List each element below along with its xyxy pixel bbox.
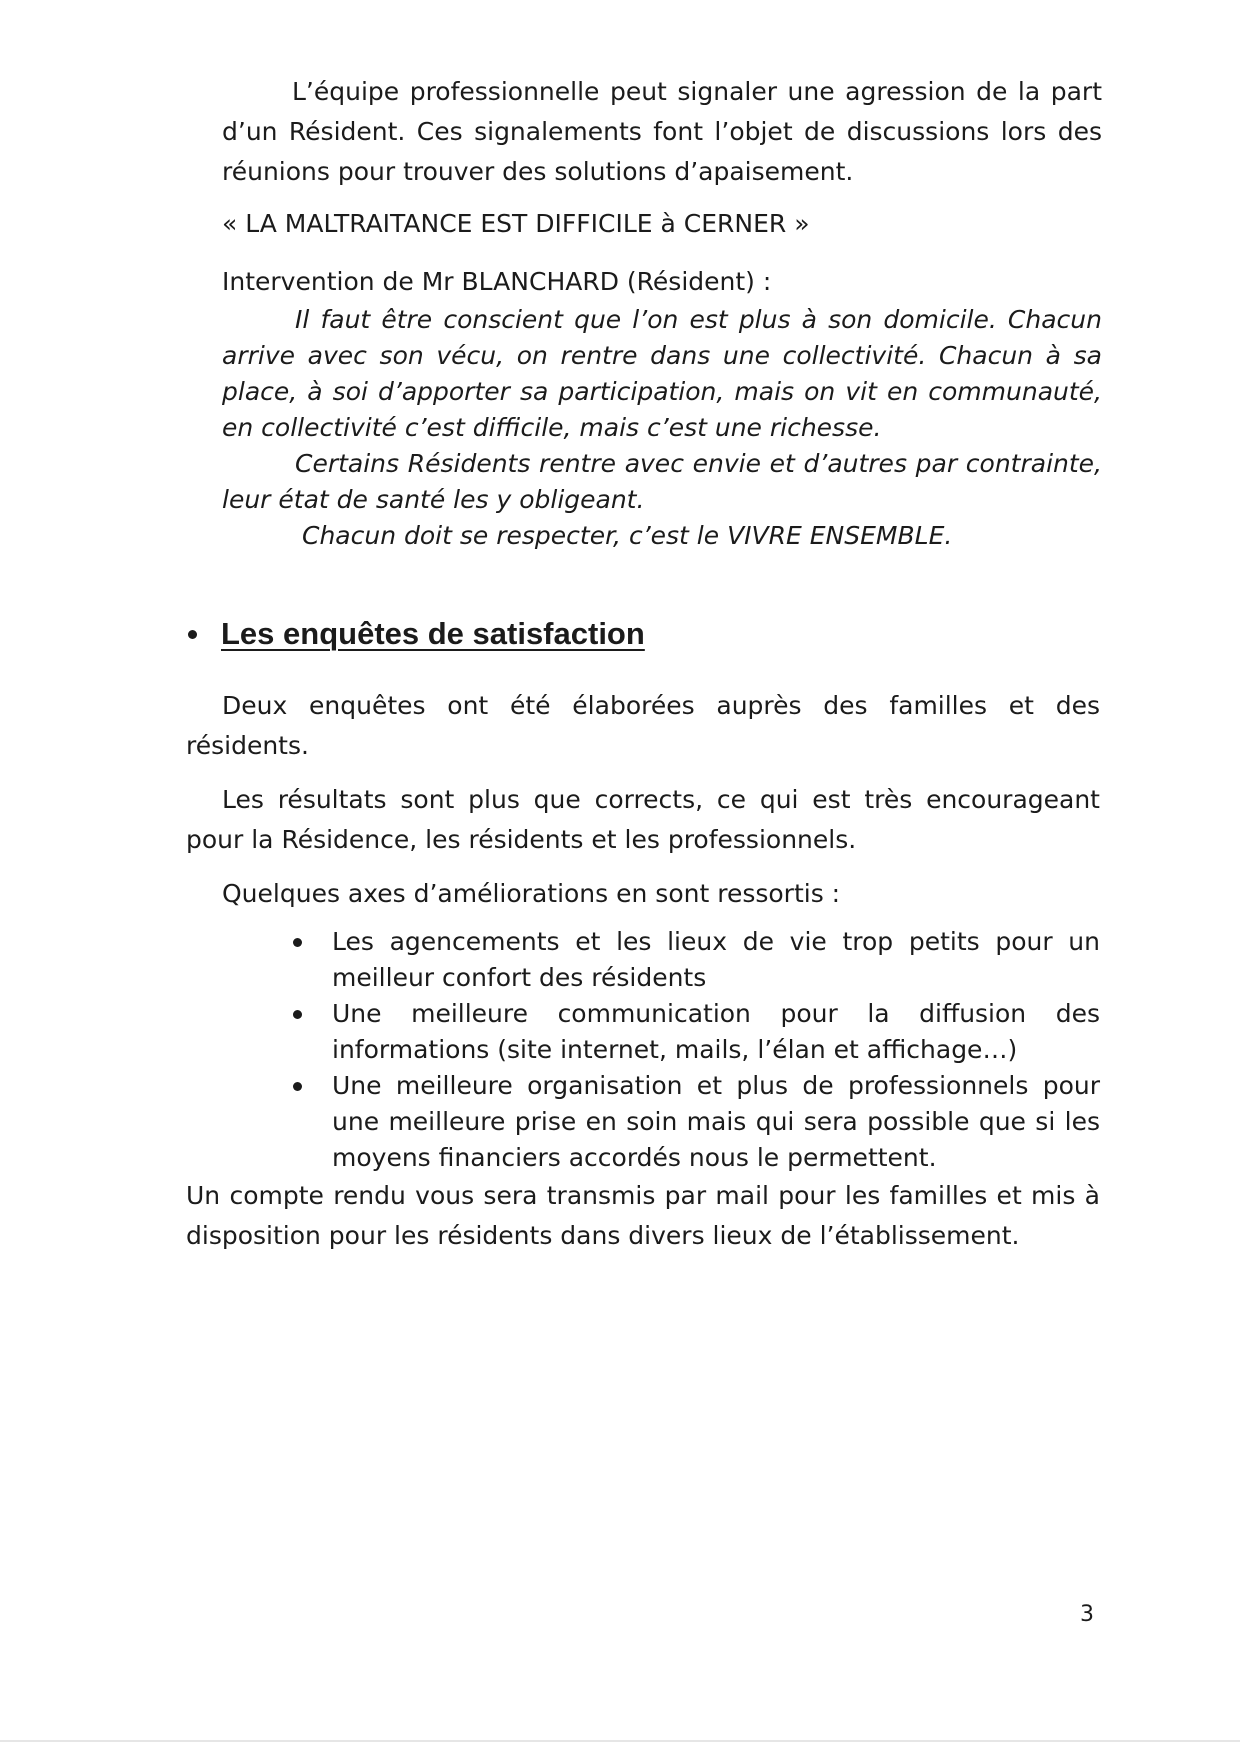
statement-paragraph: Il faut être conscient que l’on est plus à son domicile. Chacun arrive avec son vécu, on rentre dans une collectivité. Chacun à sa place, à soi d’apporter sa participation, mais on vit en communauté, en collectivité c’est difficile, mais c’est une richesse. [222, 305, 1102, 442]
list-item [332, 996, 1100, 1068]
statement-paragraph: Certains Résidents rentre avec envie et d’autres par contrainte, leur état de santé les y obligeant. [222, 449, 1102, 514]
bullet-icon [188, 630, 197, 639]
list-item [332, 1068, 1100, 1176]
list-item-text: Une meilleure organisation et plus de professionnels pour une meilleure prise en soin mais qui sera possible que si les moyens financiers accordés nous le permettent. [332, 1071, 1100, 1172]
bullet-icon [293, 1010, 302, 1019]
list-item-text: Les agencements et les lieux de vie trop petits pour un meilleur confort des résidents [332, 927, 1100, 992]
page-edge-divider [0, 1740, 1240, 1742]
survey-section [186, 686, 1100, 1256]
resident-statement [222, 302, 1102, 554]
maltreatment-quote: « LA MALTRAITANCE EST DIFFICILE à CERNER » [222, 209, 810, 238]
bullet-icon [293, 1082, 302, 1091]
section-heading [188, 614, 888, 654]
improvement-list [186, 924, 1100, 1176]
closing-paragraph: Un compte rendu vous sera transmis par mail pour les familles et mis à disposition pour les résidents dans divers lieux de l’établissement. [186, 1181, 1100, 1250]
statement-paragraph: Chacun doit se respecter, c’est le VIVRE ENSEMBLE. [302, 521, 953, 550]
section-title: Les enquêtes de satisfaction [221, 616, 645, 651]
survey-paragraph: Deux enquêtes ont été élaborées auprès des familles et des résidents. [186, 691, 1100, 760]
list-item-text: Une meilleure communication pour la diffusion des informations (site internet, mails, l’élan et affichage…) [332, 999, 1100, 1064]
intro-section [222, 72, 1102, 554]
survey-paragraph: Les résultats sont plus que corrects, ce qui est très encourageant pour la Résidence, les résidents et les professionnels. [186, 785, 1100, 854]
list-item [332, 924, 1100, 996]
survey-paragraph: Quelques axes d’améliorations en sont ressortis : [222, 879, 841, 908]
page-number: 3 [1080, 1602, 1094, 1627]
intervention-heading: Intervention de Mr BLANCHARD (Résident) : [222, 267, 772, 296]
intro-paragraph: L’équipe professionnelle peut signaler une agression de la part d’un Résident. Ces signalements font l’objet de discussions lors des réunions pour trouver des solutions d’apaisement. [222, 77, 1102, 186]
bullet-icon [293, 938, 302, 947]
